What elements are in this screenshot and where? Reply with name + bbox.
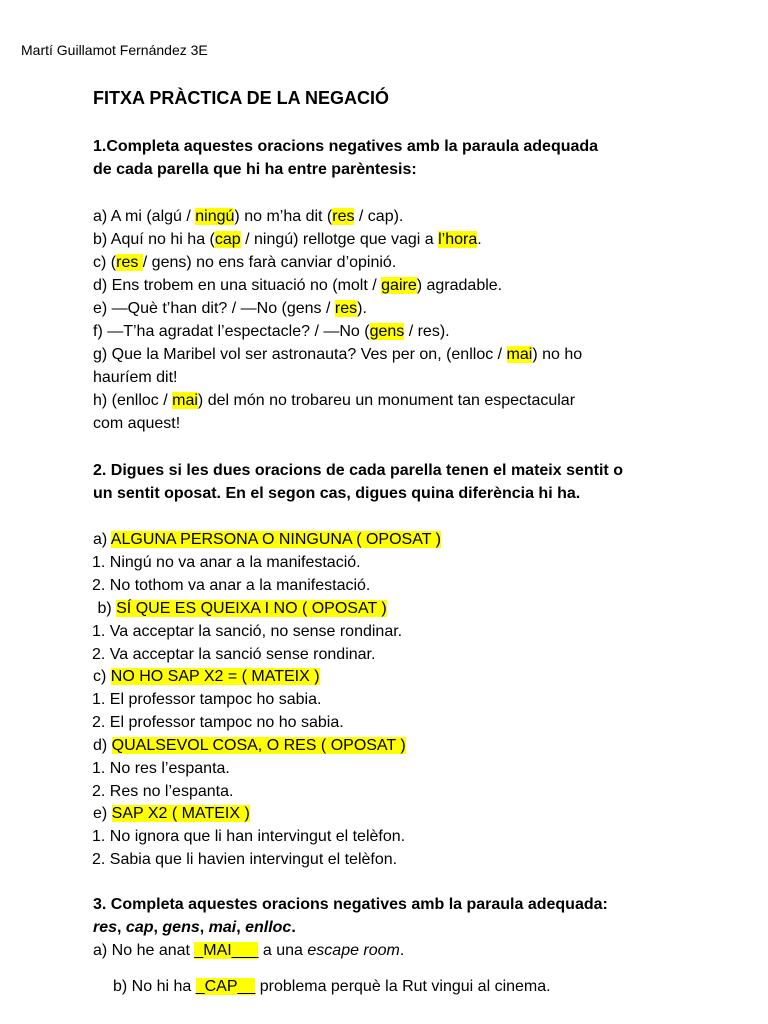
highlighted-answer: mai: [506, 346, 533, 363]
exercise2-answer-b: [93, 597, 387, 620]
exercise1-item-c: [93, 251, 396, 274]
word-option: res: [93, 919, 118, 936]
item-text: / res).: [404, 323, 450, 340]
item-text: .: [477, 231, 482, 248]
exercise2-e-sentence-2: 2. Sabia que li havien intervingut el telèfon.: [92, 851, 398, 868]
item-text: g) Que la Maribel vol ser astronauta? Ves per on, (enlloc /: [93, 346, 507, 363]
exercise1-item-g: [93, 343, 582, 366]
exercise2-e-sentence-1: 1. No ignora que li han intervingut el telèfon.: [92, 828, 406, 845]
section3-word-list: [93, 916, 296, 939]
item-text: / gens) no ens farà canviar d’opinió.: [142, 254, 397, 271]
item-text: ) del món no trobareu un monument tan espectacular: [197, 392, 576, 409]
worksheet-title: FITXA PRÀCTICA DE LA NEGACIÓ: [93, 88, 389, 108]
highlighted-answer: ningú: [195, 208, 235, 225]
exercise2-d-sentence-2: 2. Res no l’espanta.: [92, 783, 234, 800]
item-text: / ningú) rellotge que vagi a: [240, 231, 439, 248]
item-text: ).: [357, 300, 367, 317]
highlighted-answer: res: [332, 208, 355, 225]
highlighted-answer: gaire: [381, 277, 417, 294]
highlighted-answer: res: [116, 254, 143, 271]
separator: ,: [117, 919, 126, 936]
item-label: d): [93, 737, 112, 754]
item-text: b) Aquí no hi ha (: [93, 231, 215, 248]
exercise1-item-f: [93, 320, 450, 343]
item-text: f) —T’ha agradat l’espectacle? / —No (: [93, 323, 370, 340]
italic-term: escape room: [307, 942, 400, 959]
section3-heading-line1: [93, 893, 608, 916]
exercise3-item-a: [93, 939, 404, 962]
exercise2-a-sentence-1: 1. Ningú no va anar a la manifestació.: [92, 554, 361, 571]
section1-heading-line1: 1.Completa aquestes oracions negatives amb la paraula adequada: [93, 138, 599, 155]
exercise2-answer-a: [93, 528, 441, 551]
section-number: 3: [93, 896, 102, 913]
section-heading-text: . Completa aquestes oracions negatives amb la paraula adequada:: [101, 896, 608, 913]
highlighted-answer: _CAP__: [195, 978, 256, 995]
exercise2-b-sentence-2: 2. Va acceptar la sanció sense rondinar.: [92, 646, 376, 663]
word-option: enlloc: [245, 919, 292, 936]
highlighted-answer: mai: [172, 392, 198, 409]
highlighted-answer: ALGUNA PERSONA O NINGUNA ( OPOSAT ): [110, 531, 441, 548]
section2-heading-line1: 2. Digues si les dues oracions de cada parella tenen el mateix sentit o: [93, 462, 623, 479]
item-text: ) no m’ha dit (: [234, 208, 333, 225]
highlighted-answer: gens: [369, 323, 405, 340]
exercise1-item-a: [93, 205, 403, 228]
exercise1-item-g-continued: hauríem dit!: [93, 369, 178, 386]
author-name: Martí Guillamot Fernández 3E: [21, 42, 208, 58]
item-text: a) A mi (algú /: [93, 208, 196, 225]
exercise2-answer-e: [93, 802, 250, 825]
exercise2-c-sentence-1: 1. El professor tampoc ho sabia.: [92, 691, 322, 708]
exercise2-b-sentence-1: 1. Va acceptar la sanció, no sense rondinar.: [92, 623, 403, 640]
highlighted-answer: cap: [214, 231, 241, 248]
item-text: .: [399, 942, 405, 959]
highlighted-answer: NO HO SAP X2 = ( MATEIX ): [110, 668, 320, 685]
item-text: d) Ens trobem en una situació no (molt /: [93, 277, 382, 294]
separator: ,: [199, 919, 209, 936]
highlighted-answer: SAP X2 ( MATEIX ): [111, 805, 250, 822]
item-text: a una: [258, 942, 308, 959]
highlighted-answer: _MAI___: [194, 942, 259, 959]
item-text: ) no ho: [532, 346, 583, 363]
exercise3-item-b: [113, 975, 551, 998]
exercise1-item-d: [93, 274, 502, 297]
exercise2-answer-c: [93, 665, 320, 688]
separator: ,: [153, 919, 163, 936]
item-text: a) No he anat: [93, 942, 195, 959]
exercise1-item-e: [93, 297, 367, 320]
highlighted-answer: l’hora: [438, 231, 478, 248]
item-text: e) —Què t’han dit? / —No (gens /: [93, 300, 335, 317]
separator: .: [291, 919, 296, 936]
word-option: cap: [125, 919, 154, 936]
item-text: problema perquè la Rut vingui al cinema.: [255, 978, 551, 995]
exercise1-item-h-continued: com aquest!: [93, 415, 181, 432]
item-text: b) No hi ha: [113, 978, 196, 995]
item-label: a): [93, 531, 111, 548]
section1-heading-line2: de cada parella que hi ha entre parèntesis:: [93, 161, 417, 178]
highlighted-answer: res: [334, 300, 358, 317]
exercise1-item-b: [93, 228, 482, 251]
item-label: e): [93, 805, 112, 822]
highlighted-answer: SÍ QUE ES QUEIXA I NO ( OPOSAT ): [116, 600, 387, 617]
exercise2-d-sentence-1: 1. No res l’espanta.: [92, 760, 230, 777]
item-label: b): [93, 600, 117, 617]
item-text: ) agradable.: [416, 277, 503, 294]
separator: ,: [236, 919, 246, 936]
item-text: h) (enlloc /: [93, 392, 173, 409]
highlighted-answer: QUALSEVOL COSA, O RES ( OPOSAT ): [111, 737, 406, 754]
item-text: c) (: [93, 254, 117, 271]
item-text: / cap).: [354, 208, 404, 225]
exercise2-c-sentence-2: 2. El professor tampoc no ho sabia.: [92, 714, 344, 731]
word-option: mai: [208, 919, 237, 936]
exercise2-a-sentence-2: 2. No tothom va anar a la manifestació.: [92, 577, 371, 594]
word-option: gens: [162, 919, 200, 936]
exercise2-answer-d: [93, 734, 406, 757]
item-label: c): [93, 668, 111, 685]
exercise1-item-h: [93, 389, 575, 412]
section2-heading-line2: un sentit oposat. En el segon cas, digues quina diferència hi ha.: [93, 485, 581, 502]
